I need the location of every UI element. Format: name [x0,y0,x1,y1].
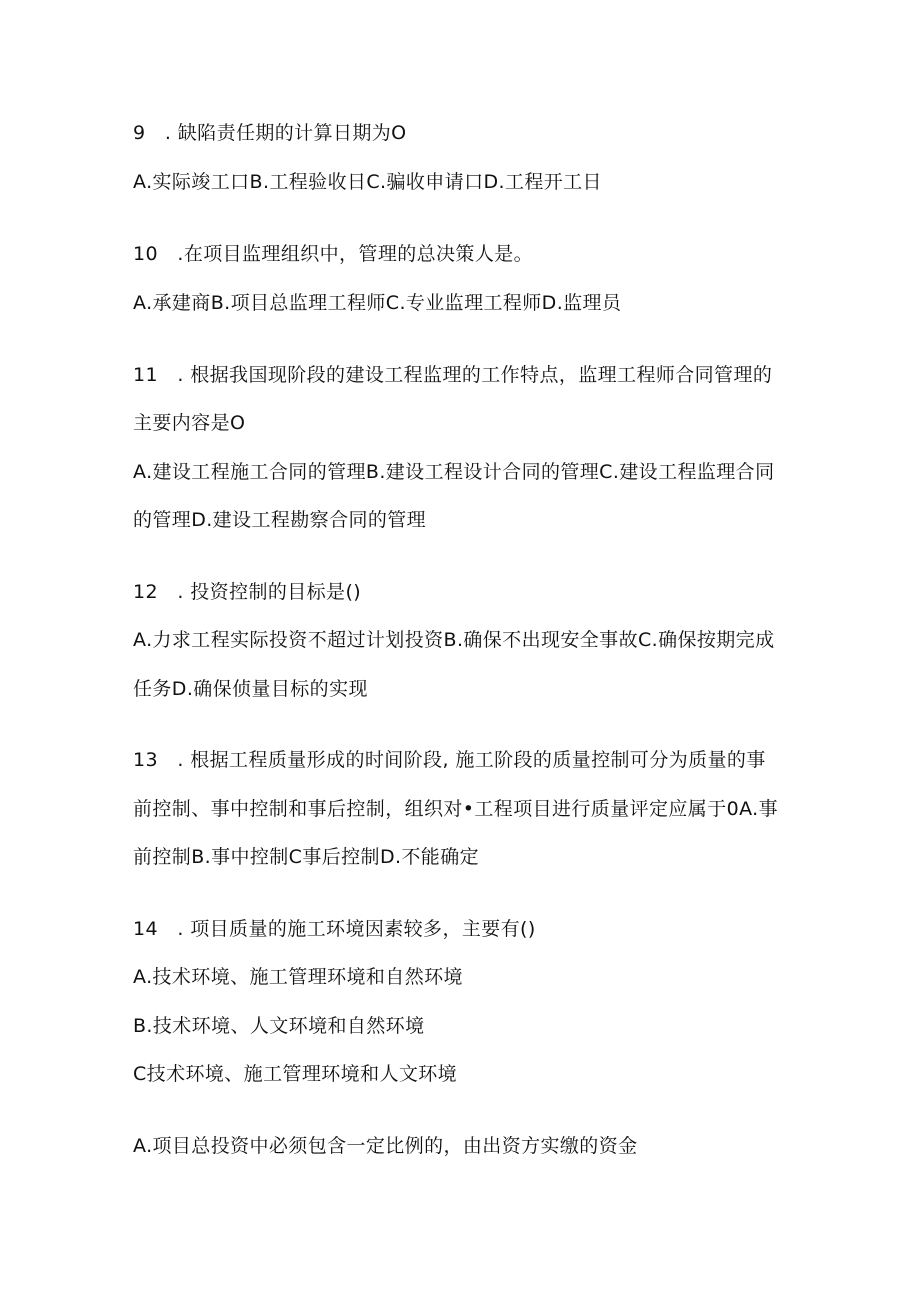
question-14-option-b: B.技术环境、人文环境和自然环境 [133,1015,425,1037]
trailing-option-a: A.项目总投资中必须包含一定比例的，由出资方实缴的资金 [133,1135,638,1157]
question-10-options: A.承建商B.项目总监理工程师C.专业监理工程师D.监理员 [133,292,622,314]
question-12-stem: 12 . 投资控制的目标是() [133,581,362,603]
question-14-option-c: C技术环境、施工管理环境和人文环境 [133,1063,458,1085]
question-9-options: A.实际竣工口B.工程验收日C.骗收申请口D.工程开工日 [133,171,602,193]
question-11-stem-line-2: 主要内容是O [133,412,246,434]
question-9-stem: 9 . 缺陷责任期的计算日期为O [133,122,407,144]
question-13-stem-line-1: 13 . 根据工程质量形成的时间阶段, 施工阶段的质量控制可分为质量的事 [133,749,766,771]
question-10-stem: 10 .在项目监理组织中，管理的总决策人是。 [133,243,534,265]
question-11-options-line-1: A.建设工程施工合同的管理B.建设工程设计合同的管理C.建设工程监理合同 [133,461,775,483]
question-12-options-line-1: A.力求工程实际投资不超过计划投资B.确保不出现安全事故C.确保按期完成 [133,629,775,651]
question-13-stem-line-3: 前控制B.事中控制C事后控制D.不能确定 [133,846,480,868]
question-11-stem-line-1: 11 . 根据我国现阶段的建设工程监理的工作特点，监理工程师合同管理的 [133,364,773,386]
question-13-stem-line-2: 前控制、事中控制和事后控制，组织对•工程项目进行质量评定应属于0A.事 [133,798,779,820]
question-11-options-line-2: 的管理D.建设工程勘察合同的管理 [133,509,427,531]
question-12-options-line-2: 任务D.确保侦量目标的实现 [133,678,368,700]
question-14-option-a: A.技术环境、施工管理环境和自然环境 [133,966,463,988]
question-14-stem: 14 . 项目质量的施工环境因素较多，主要有() [133,918,536,940]
